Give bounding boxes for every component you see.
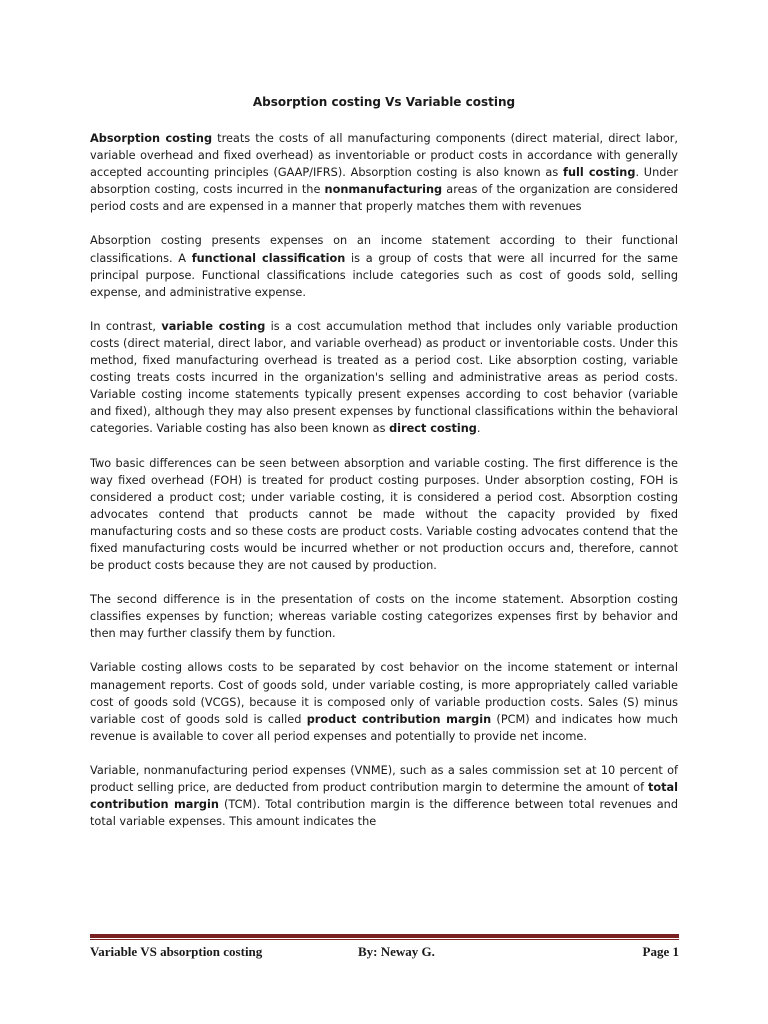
body-paragraph: [90, 455, 678, 575]
body-paragraph: [90, 318, 678, 438]
paragraph-text: (TCM). Total contribution margin is the difference between total revenues and total variable expenses. This amount indicates the: [90, 798, 678, 829]
paragraph-text: The second difference is in the presentation of costs on the income statement. Absorption costing classifies expenses by function; whereas variable costing categorizes expenses first by behavior and then may further classify them by function.: [90, 593, 678, 641]
bold-term: nonmanufacturing: [324, 183, 443, 197]
footer-document-name: Variable VS absorption costing: [90, 944, 263, 959]
document-title: Absorption costing Vs Variable costing: [252, 95, 516, 109]
body-paragraph: [90, 130, 678, 215]
body-paragraph: [90, 659, 678, 744]
paragraph-text: areas of the organization are considered period costs and are expensed in a manner that properly matches them with revenues: [90, 183, 678, 214]
bold-term: functional classification: [191, 251, 346, 265]
paragraph-text: is a cost accumulation method that includes only variable production costs (direct material, direct labor, and variable overhead) as product or inventoriable costs. Under this method, fixed manufacturing overhead is treated as a period cost. Like absorption costing, variable costing treats costs incurred in the organization's selling and administrative areas as period costs. Variable costing income statements typically present expenses according to cost behavior (variable and fixed), although they may also present expenses by functional classifications within the behavioral categories. Variable costing has also been known as: [90, 319, 678, 436]
document-body: [90, 130, 678, 847]
paragraph-text: . Under absorption costing, costs incurred in the: [90, 166, 678, 197]
paragraph-text: Variable costing allows costs to be separated by cost behavior on the income statement or internal management reports. Cost of goods sold, under variable costing, is more appropriately called variable cost of goods sold (VCGS), because it is composed only of variable production costs. Sales (S) minus variable cost of goods sold is called: [90, 661, 678, 726]
footer-page-number: Page 1: [642, 944, 679, 959]
bold-term: variable costing: [161, 319, 266, 333]
paragraph-text: (PCM) and indicates how much revenue is available to cover all period expenses and potentially to provide net income.: [90, 712, 678, 743]
bold-term: total contribution margin: [90, 781, 678, 812]
footer-rule: [90, 934, 679, 938]
page-footer: [90, 944, 679, 960]
paragraph-text: Variable, nonmanufacturing period expenses (VNME), such as a sales commission set at 10 percent of product selling price, are deducted from product contribution margin to determine the amount of: [90, 763, 678, 794]
paragraph-text: .: [476, 422, 481, 436]
paragraph-text: In contrast,: [90, 319, 162, 333]
body-paragraph: [90, 762, 678, 830]
bold-term: product contribution margin: [306, 712, 492, 726]
paragraph-text: treats the costs of all manufacturing components (direct material, direct labor, variable overhead and fixed overhead) as inventoriable or product costs in accordance with generally accepted accounting principles (GAAP/IFRS). Absorption costing is also known as: [90, 132, 678, 180]
paragraph-text: Absorption costing presents expenses on an income statement according to their functional classifications. A: [90, 234, 678, 265]
footer-author: By: Neway G.: [358, 944, 435, 959]
bold-term: direct costing: [389, 422, 477, 436]
body-paragraph: [90, 591, 678, 642]
body-paragraph: [90, 232, 678, 300]
bold-term: full costing: [563, 166, 636, 180]
paragraph-text: is a group of costs that were all incurred for the same principal purpose. Functional classifications include categories such as cost of goods sold, selling expense, and administrative expense.: [90, 251, 678, 299]
bold-term: Absorption costing: [90, 132, 213, 145]
paragraph-text: Two basic differences can be seen between absorption and variable costing. The first difference is the way fixed overhead (FOH) is treated for product costing purposes. Under absorption costing, FOH is considered a product cost; under variable costing, it is considered a period cost. Absorption costing advocates contend that products cannot be made without the capacity provided by fixed manufacturing costs and so these costs are product costs. Variable costing advocates contend that the fixed manufacturing costs would be incurred whether or not production occurs and, therefore, cannot be product costs because they are not caused by production.: [90, 456, 678, 573]
